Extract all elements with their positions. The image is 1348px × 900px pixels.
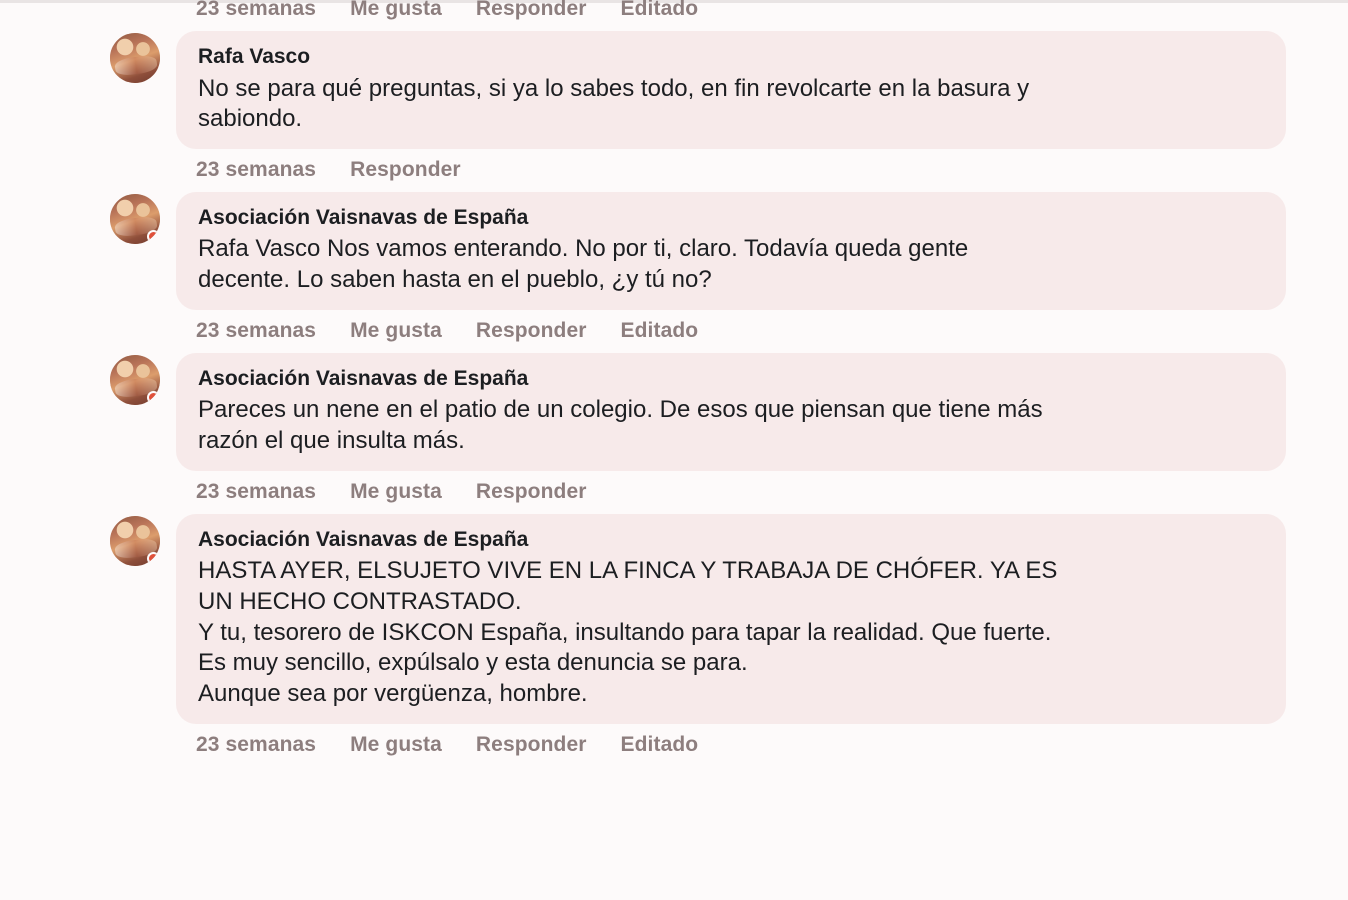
comment-timestamp: 23 semanas — [196, 318, 317, 342]
comment-text-line: UN HECHO CONTRASTADO. — [198, 588, 522, 616]
reply-button[interactable]: Responder — [475, 732, 587, 756]
comment-text-line: Rafa Vasco Nos vamos enterando. No por ti, claro. Todavía queda gente — [198, 235, 969, 263]
comment-timestamp: 23 semanas — [196, 157, 317, 181]
avatar[interactable] — [110, 355, 160, 405]
comment-item — [0, 353, 1348, 471]
comment-meta-row — [0, 480, 1348, 504]
comment-text-line: Aunque sea por vergüenza, hombre. — [198, 680, 588, 708]
reply-button[interactable]: Responder — [475, 479, 587, 503]
comment-text — [198, 395, 1264, 456]
avatar[interactable] — [110, 516, 160, 566]
status-badge — [147, 552, 160, 565]
comment-bubble — [176, 353, 1286, 471]
comment-timestamp: 23 semanas — [196, 479, 317, 503]
edited-label: Editado — [620, 0, 699, 20]
comment-author[interactable]: Asociación Vaisnavas de España — [198, 527, 529, 551]
comment-text-line: decente. Lo saben hasta en el pueblo, ¿y tú no? — [198, 266, 712, 294]
reply-button[interactable]: Responder — [475, 0, 587, 20]
comment-author[interactable]: Asociación Vaisnavas de España — [198, 366, 529, 390]
comment-text-line: Pareces un nene en el patio de un colegio. De esos que piensan que tiene más — [198, 396, 1043, 424]
status-badge — [147, 391, 160, 404]
status-badge — [147, 230, 160, 243]
like-button[interactable]: Me gusta — [350, 0, 442, 20]
comment-author[interactable]: Rafa Vasco — [198, 45, 311, 68]
comment-item — [0, 31, 1348, 149]
comment-text-line: HASTA AYER, ELSUJETO VIVE EN LA FINCA Y TRABAJA DE CHÓFER. YA ES — [198, 557, 1058, 585]
comment-meta-row — [0, 158, 1348, 182]
comment-meta-row — [0, 733, 1348, 757]
comment-meta-row — [0, 319, 1348, 343]
comment-item — [0, 514, 1348, 724]
like-button[interactable]: Me gusta — [350, 318, 442, 342]
reply-button[interactable]: Responder — [475, 318, 587, 342]
comment-bubble — [176, 192, 1286, 310]
comment-meta-row-partial — [0, 0, 1348, 21]
comment-author[interactable]: Asociación Vaisnavas de España — [198, 205, 529, 229]
reply-button[interactable]: Responder — [350, 157, 461, 181]
avatar[interactable] — [110, 194, 160, 244]
comment-text — [198, 556, 1264, 710]
comment-timestamp: 23 semanas — [196, 0, 317, 20]
comment-bubble — [176, 31, 1286, 149]
comment-text-line: No se para qué preguntas, si ya lo sabes todo, en fin revolcarte en la basura y — [198, 74, 1030, 102]
edited-label: Editado — [620, 732, 699, 756]
edited-label: Editado — [620, 318, 699, 342]
avatar[interactable] — [110, 33, 160, 83]
comment-text-line: Y tu, tesorero de ISKCON España, insultando para tapar la realidad. Que fuerte. — [198, 618, 1052, 646]
comment-text-line: sabiondo. — [198, 105, 303, 133]
like-button[interactable]: Me gusta — [350, 732, 442, 756]
comment-text — [198, 74, 1264, 135]
like-button[interactable]: Me gusta — [350, 479, 442, 503]
comment-item — [0, 192, 1348, 310]
comment-text-line: razón el que insulta más. — [198, 427, 465, 455]
comment-bubble — [176, 514, 1286, 724]
comment-text — [198, 234, 1264, 295]
comment-text-line: Es muy sencillo, expúlsalo y esta denuncia se para. — [198, 649, 748, 677]
comment-timestamp: 23 semanas — [196, 732, 317, 756]
